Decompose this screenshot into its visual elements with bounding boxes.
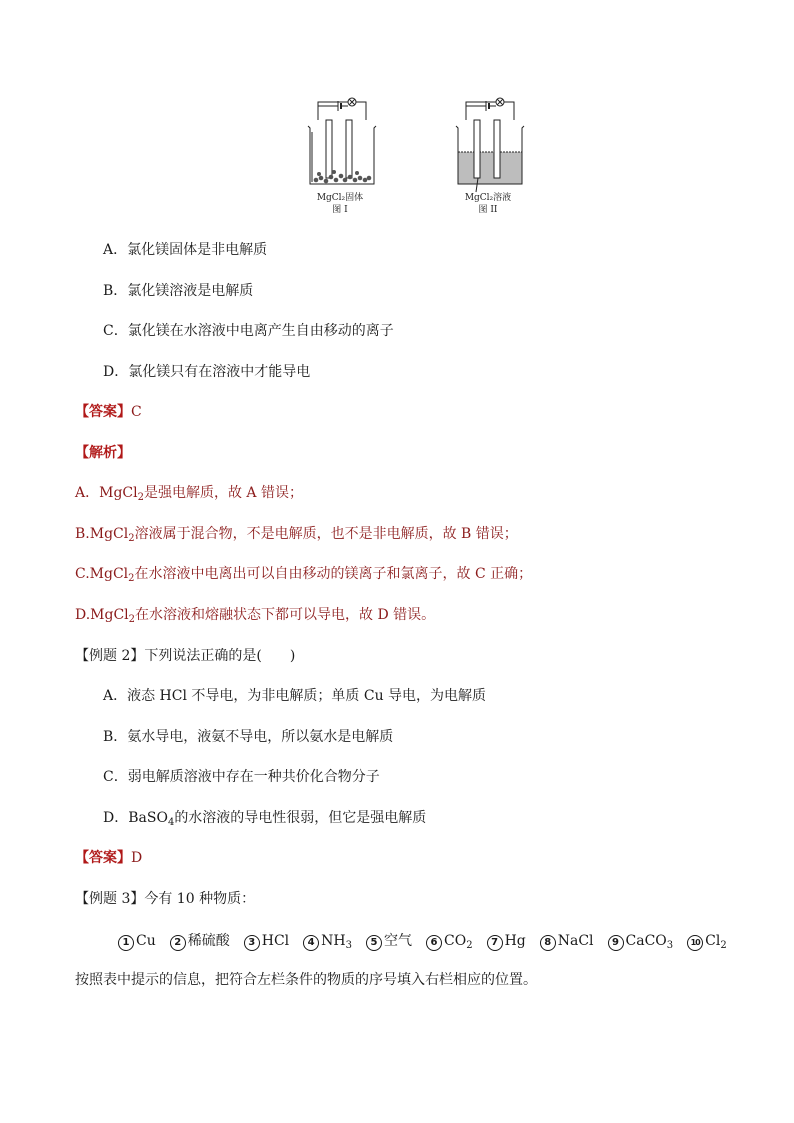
substance-subscript: 2 [466,940,473,951]
circled-number: 10 [687,935,703,951]
substance-formula: 稀硫酸 [187,933,230,949]
analysis-c-rest: 在水溶液中电离出可以自由移动的镁离子和氯离子，故 C 正确； [134,566,533,582]
analysis-c-text: C.MgCl [75,566,129,582]
substance-item [687,933,727,949]
q2-option-d-rest: 的水溶液的导电性很弱，但它是强电解质 [174,810,427,826]
circled-number: 8 [540,935,556,951]
answer-label: 【答案】 [75,850,131,866]
answer-label: 【答案】 [75,404,131,420]
setup-1 [308,98,376,184]
figure-1-caption [300,192,380,216]
substance-formula: Cl [705,933,721,949]
q2-option-c: C．弱电解质溶液中存在一种共价化合物分子 [103,769,380,785]
substance-item [540,933,594,949]
substance-item [118,933,156,949]
substance-subscript: 2 [720,940,727,951]
circled-number: 9 [608,935,624,951]
q3-instruction: 按照表中提示的信息，把符合左栏条件的物质的序号填入右栏相应的位置。 [75,972,537,988]
analysis-line-d [75,605,435,625]
answer-value: C [131,404,142,420]
conductivity-figure [300,92,530,222]
q1-answer [75,402,142,422]
figure-1-number: 图 I [332,205,348,215]
analysis-b-sub: 2 [128,533,135,544]
substance-list [118,930,741,951]
q1-option-a: A．氯化镁固体是非电解质 [103,242,268,258]
circled-number: 2 [170,935,186,951]
substance-formula: CO [443,933,467,949]
circled-number: 3 [244,935,260,951]
analysis-c-sub: 2 [128,573,135,584]
q2-answer [75,848,142,868]
analysis-label: 【解析】 [75,445,131,461]
setup-2 [456,98,524,192]
q2-option-d [103,808,426,828]
analysis-line-b [75,524,518,544]
substance-formula: CaCO [625,933,667,949]
analysis-a-rest: 是强电解质，故 A 错误； [143,485,303,501]
q2-title: 【例题 2】下列说法正确的是( ) [75,648,296,664]
substance-item [608,933,674,949]
circled-number: 1 [118,935,134,951]
q2-option-d-text: D．BaSO [103,810,168,826]
analysis-d-sub: 2 [128,614,136,625]
answer-value: D [131,850,143,866]
analysis-b-text: B.MgCl [75,526,129,542]
substance-formula: 空气 [383,933,412,949]
substance-item [366,933,412,949]
substance-item [303,933,352,949]
substance-formula: HCl [261,933,290,949]
analysis-a-sub: 2 [137,492,144,503]
substance-formula: Cu [136,933,156,949]
q3-title: 【例题 3】今有 10 种物质： [75,891,256,907]
substance-item [170,933,230,949]
substance-subscript: 3 [666,940,674,951]
figure-2-number: 图 II [478,205,498,215]
q1-option-d: D．氯化镁只有在溶液中才能导电 [103,364,311,380]
analysis-d-text: D.MgCl [75,607,129,623]
substance-item [487,933,526,949]
analysis-line-c [75,564,532,584]
analysis-a-text: A．MgCl [75,485,138,501]
substance-item [426,933,473,949]
q1-option-c: C．氯化镁在水溶液中电离产生自由移动的离子 [103,323,394,339]
q2-option-a: A．液态 HCl 不导电，为非电解质；单质 Cu 导电，为电解质 [103,688,487,704]
substance-item [244,933,289,949]
figure-2-caption [448,192,528,216]
substance-formula: NH [321,933,346,949]
circled-number: 6 [426,935,442,951]
analysis-b-rest: 溶液属于混合物，不是电解质，也不是非电解质，故 B 错误； [134,526,518,542]
q2-option-b: B．氨水导电，液氨不导电，所以氨水是电解质 [103,729,394,745]
substance-formula: NaCl [557,933,594,949]
circled-number: 5 [366,935,382,951]
analysis-line-a [75,483,303,503]
analysis-d-rest: 在水溶液和熔融状态下都可以导电，故 D 错误。 [135,607,436,623]
circled-number: 7 [487,935,503,951]
substance-formula: Hg [504,933,526,949]
q2-option-d-sub: 4 [167,817,175,828]
figure-2-label: MgCl₂溶液 [464,193,512,203]
q1-analysis-label [75,443,131,463]
substance-subscript: 3 [345,940,352,951]
circled-number: 4 [303,935,319,951]
q1-option-b: B．氯化镁溶液是电解质 [103,283,254,299]
figure-1-label: MgCl₂固体 [316,193,364,203]
